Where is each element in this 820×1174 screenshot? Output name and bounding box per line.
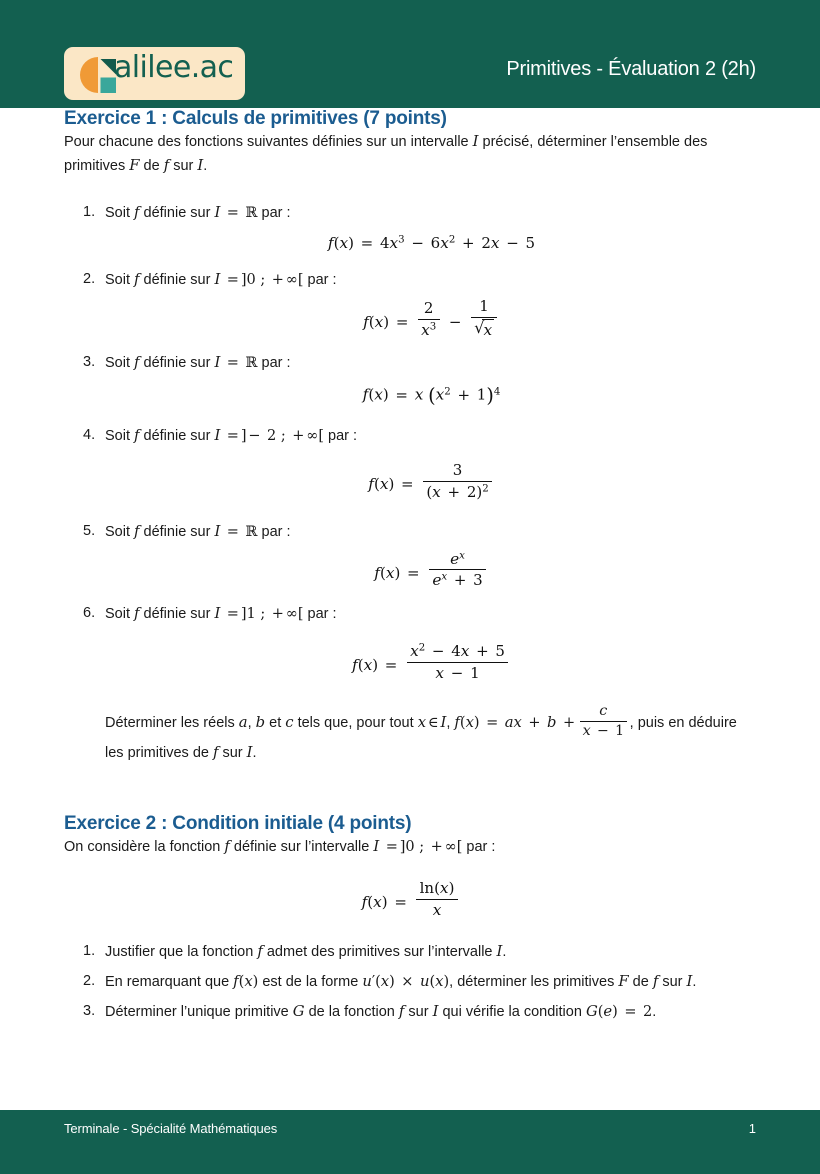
question-text: Déterminer l’unique primitive G de la fonction f sur I qui vérifie la condition G(e) = 2. xyxy=(105,1003,657,1021)
exercise-2-question-list xyxy=(64,940,758,1025)
intro-text-d: sur xyxy=(169,158,198,175)
q1-lead-a: Soit xyxy=(105,204,135,221)
ex2-q2-b: est de la forme xyxy=(258,974,363,991)
exercise-2-title: Exercice 2 : Condition initiale (4 points) xyxy=(64,813,412,834)
q5-var-f: f xyxy=(134,522,140,540)
formula-2: f(x) = $\frac{2}{x^3}$ − 1 √ x xyxy=(105,298,758,339)
intro-var-i: I xyxy=(472,133,479,150)
q1-lead-c: par : xyxy=(257,204,291,221)
ex2-q2-d: de xyxy=(628,974,653,991)
ex2-q1-var-f: f xyxy=(257,942,263,960)
closing-text-d: tels que, pour tout xyxy=(293,714,418,731)
question-text: Soit f définie sur I = ]0 ; + ∞[ par : xyxy=(105,270,337,288)
q6-lead-c: par : xyxy=(303,606,337,623)
closing-text-g: , puis en déduire les primitives de xyxy=(105,714,737,762)
ex2-q2-e: sur xyxy=(658,974,687,991)
list-item xyxy=(64,268,758,340)
closing-text-h: sur xyxy=(218,745,247,762)
q5-lead-a: Soit xyxy=(105,523,135,540)
formula-5: f(x) = $\frac{e^x}{e^x + 3}$ xyxy=(105,550,758,590)
closing-frac-num: c xyxy=(599,702,608,719)
logo-wordmark: alilee.ac xyxy=(114,50,234,85)
question-text xyxy=(105,940,758,964)
q4-lead-a: Soit xyxy=(105,428,135,445)
question-text: Soit f définie sur I = ℝ par : xyxy=(105,203,291,221)
ex2-q2-var-f: f xyxy=(652,973,659,991)
ex2-q3-var-g: G xyxy=(292,1003,305,1021)
ex2-intro-b: définie sur l’intervalle xyxy=(229,839,374,855)
ex2-q1-c: . xyxy=(502,943,507,960)
q5-lead-c: par : xyxy=(257,523,291,540)
formula-exercise-2: f(x) = $\frac{\ln(x)}{x}$ xyxy=(64,879,758,919)
ex2-q1-b: admet des primitives sur l’intervalle xyxy=(262,943,497,960)
question-text: Soit f définie sur I = ℝ par : xyxy=(105,354,291,372)
list-item xyxy=(64,1000,758,1024)
list-item xyxy=(64,201,758,256)
q1-var-f: f xyxy=(134,203,140,221)
closing-var-a: a xyxy=(238,713,248,731)
exercise-1-question-list xyxy=(64,201,758,766)
closing-text-c: et xyxy=(265,714,286,731)
ex2-q3-b: de la fonction xyxy=(304,1004,399,1021)
intro-var-f-cap: F xyxy=(129,157,140,175)
list-item xyxy=(64,970,758,994)
q6-var-f: f xyxy=(134,605,140,623)
formula-4: f(x) = $\frac{3}{(x + 2)^2}$ xyxy=(105,462,758,501)
list-item xyxy=(64,424,758,502)
exercise-2-intro: On considère la fonction f définie sur l’intervalle I = ]0 ; + ∞[ par : xyxy=(64,838,496,855)
ex2-q3-c: sur xyxy=(404,1004,433,1021)
closing-var-i: I xyxy=(440,713,447,731)
list-item xyxy=(64,520,758,591)
footer-page-number: 1 xyxy=(748,1121,756,1136)
q2-lead-c: par : xyxy=(303,271,337,288)
q3-var-f: f xyxy=(134,354,140,372)
closing-var-b: b xyxy=(255,713,266,731)
intro-var-i2: I xyxy=(197,157,204,175)
intro-text-e: . xyxy=(203,158,208,175)
q4-lead-c: par : xyxy=(324,428,358,445)
ex2-intro-a: On considère la fonction xyxy=(64,839,225,855)
q2-lead-a: Soit xyxy=(105,271,135,288)
intro-text-a: Pour chacune des fonctions suivantes définies sur un intervalle xyxy=(64,134,473,150)
q3-lead-a: Soit xyxy=(105,355,135,372)
logo xyxy=(64,47,245,100)
ex2-q2-var-i: I xyxy=(686,973,693,991)
closing-var-i2: I xyxy=(246,744,253,762)
formula-1: $f(x) = 4x^3 - 6x^2 + 2x - 5$ xyxy=(327,234,536,253)
ex2-q3-e: . xyxy=(652,1004,657,1021)
ex2-q3-var-f: f xyxy=(398,1003,405,1021)
q4-lead-b: définie sur xyxy=(139,428,215,445)
ex2-q2-a: En remarquant que xyxy=(105,974,234,991)
question-text: Soit f définie sur I = ] − 2 ; + ∞[ par : xyxy=(105,427,358,445)
exercise-1-title: Exercice 1 : Calculs de primitives (7 points) xyxy=(64,108,447,129)
q1-lead-b: définie sur xyxy=(139,204,215,221)
question-text: Soit f définie sur I = ]1 ; + ∞[ par : xyxy=(105,605,337,623)
closing-text-f: , xyxy=(446,714,455,731)
closing-var-c: c xyxy=(285,713,294,731)
ex2-q2-c: , déterminer les primitives xyxy=(449,974,619,991)
intro-text-c: de xyxy=(139,158,164,175)
closing-var-x: x xyxy=(417,713,427,731)
document-body xyxy=(64,108,758,1024)
ex2-q1-a: Justifier que la fonction xyxy=(105,943,258,960)
intro-text-b: précisé, déterminer l’ensemble des primitives xyxy=(64,134,708,175)
ex2-q3-d: qui vérifie la condition xyxy=(438,1004,586,1021)
page-footer-band xyxy=(0,1110,820,1174)
logo-inner xyxy=(78,50,238,97)
list-item xyxy=(64,602,758,766)
exercise-1-intro xyxy=(64,130,758,179)
closing-text-b: , xyxy=(247,714,256,731)
ex2-q3-var-i: I xyxy=(432,1003,439,1021)
ex2-q1-var-i: I xyxy=(496,942,503,960)
closing-text-a: Déterminer les réels xyxy=(105,714,239,731)
ex2-intro-c: par : xyxy=(462,839,496,855)
q6-lead-b: définie sur xyxy=(139,606,215,623)
question-text: Soit f définie sur I = ℝ par : xyxy=(105,522,291,540)
closing-text-i: . xyxy=(252,745,257,762)
exercise-1-closing-paragraph: Déterminer les réels a, b et c tels que, pour tout x ∈ I, f(x) = ax + b + $\frac{c}{x - 1}$ , puis en déduire les primitives de f sur I. xyxy=(105,702,737,762)
q5-lead-b: définie sur xyxy=(139,523,215,540)
galilee-g-icon xyxy=(78,55,118,95)
ex2-q2-var-fcap: F xyxy=(618,973,629,991)
list-item xyxy=(64,351,758,412)
formula-6: f(x) = $\frac{x^2 - 4x + 5}{x - 1}$ xyxy=(105,642,758,682)
closing-var-f: f xyxy=(212,744,219,762)
ex2-intro-var-f: f xyxy=(224,838,230,855)
q3-lead-c: par : xyxy=(257,355,291,372)
document-title: Primitives - Évaluation 2 (2h) xyxy=(506,58,756,80)
q2-lead-b: définie sur xyxy=(139,271,215,288)
ex2-q3-a: Déterminer l’unique primitive xyxy=(105,1004,293,1021)
q4-var-f: f xyxy=(134,427,140,445)
q2-var-f: f xyxy=(134,270,140,288)
question-text: En remarquant que f(x) est de la forme u′(x) × u(x), déterminer les primitives F de f sur I. xyxy=(105,973,697,991)
footer-course-label: Terminale - Spécialité Mathématiques xyxy=(64,1121,278,1136)
formula-3: f(x) = x $(x^2 + 1)^4$ xyxy=(362,384,501,408)
intro-var-f: f xyxy=(163,157,170,175)
q3-lead-b: définie sur xyxy=(139,355,215,372)
ex2-q2-g: . xyxy=(692,974,697,991)
q6-lead-a: Soit xyxy=(105,606,135,623)
list-item xyxy=(64,940,758,964)
